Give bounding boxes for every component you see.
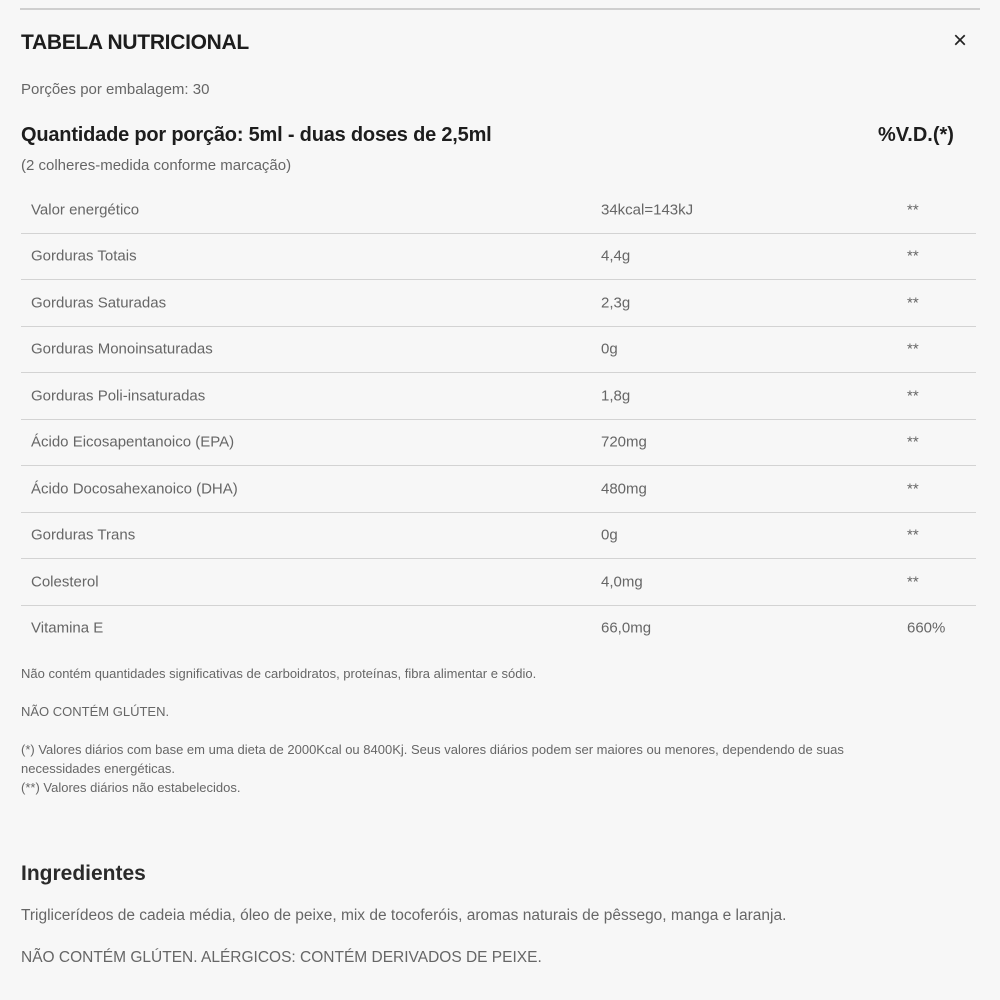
nutrient-vd: ** xyxy=(907,573,919,591)
nutrient-vd: ** xyxy=(907,480,919,498)
table-row xyxy=(21,373,976,420)
table-row xyxy=(21,327,976,374)
page-title: TABELA NUTRICIONAL xyxy=(21,31,249,54)
nutrient-vd: ** xyxy=(907,526,919,544)
table-row xyxy=(21,606,976,652)
allergen-warning: NÃO CONTÉM GLÚTEN. ALÉRGICOS: CONTÉM DERIVADOS DE PEIXE. xyxy=(21,949,542,966)
daily-values-note xyxy=(21,740,981,797)
table-row xyxy=(21,466,976,513)
nutrient-vd: 660% xyxy=(907,619,946,637)
not-significant-note: Não contém quantidades significativas de carboidratos, proteínas, fibra alimentar e sódio. xyxy=(21,666,537,681)
nutrient-vd: ** xyxy=(907,201,919,219)
table-row xyxy=(21,420,976,467)
nutrient-vd: ** xyxy=(907,433,919,451)
ingredients-text: Triglicerídeos de cadeia média, óleo de peixe, mix de tocoferóis, aromas naturais de pêssego, manga e laranja. xyxy=(21,907,787,924)
gluten-note: NÃO CONTÉM GLÚTEN. xyxy=(21,704,170,719)
nutrient-amount: 4,4g xyxy=(601,247,631,265)
portion-note: (2 colheres-medida conforme marcação) xyxy=(21,157,292,174)
daily-values-line-1: (*) Valores diários com base em uma dieta de 2000Kcal ou 8400Kj. Seus valores diários podem ser maiores ou menores, dependendo de suas xyxy=(21,742,844,757)
top-divider xyxy=(20,8,980,10)
table-row xyxy=(21,234,976,281)
nutrient-name: Gorduras Monoinsaturadas xyxy=(31,340,213,358)
nutrient-vd: ** xyxy=(907,340,919,358)
nutrient-name: Vitamina E xyxy=(31,619,104,637)
servings-per-package: Porções por embalagem: 30 xyxy=(21,81,210,98)
nutrient-amount: 66,0mg xyxy=(601,619,652,637)
not-established-note: (**) Valores diários não estabelecidos. xyxy=(21,780,241,795)
table-row xyxy=(21,513,976,560)
nutrient-name: Gorduras Trans xyxy=(31,526,136,544)
vd-header: %V.D.(*) xyxy=(878,124,954,146)
ingredients-title: Ingredientes xyxy=(21,862,146,885)
nutrient-name: Colesterol xyxy=(31,573,99,591)
nutrient-vd: ** xyxy=(907,294,919,312)
nutrient-vd: ** xyxy=(907,247,919,265)
nutrient-amount: 2,3g xyxy=(601,294,631,312)
nutrient-name: Gorduras Saturadas xyxy=(31,294,167,312)
nutrient-name: Gorduras Totais xyxy=(31,247,137,265)
nutrient-amount: 4,0mg xyxy=(601,573,643,591)
nutrient-vd: ** xyxy=(907,387,919,405)
nutrient-amount: 0g xyxy=(601,340,618,358)
table-row xyxy=(21,187,976,234)
daily-values-line-2: necessidades energéticas. xyxy=(21,761,175,776)
nutrient-amount: 480mg xyxy=(601,480,647,498)
table-row xyxy=(21,559,976,606)
nutrient-name: Valor energético xyxy=(31,201,140,219)
table-row xyxy=(21,280,976,327)
close-icon[interactable]: × xyxy=(952,27,967,54)
nutrient-amount: 34kcal=143kJ xyxy=(601,201,694,219)
nutrient-amount: 1,8g xyxy=(601,387,631,405)
portion-label: Quantidade por porção: 5ml - duas doses de 2,5ml xyxy=(21,124,492,146)
nutrient-name: Gorduras Poli-insaturadas xyxy=(31,387,206,405)
nutrient-amount: 720mg xyxy=(601,433,647,451)
nutrient-name: Ácido Docosahexanoico (DHA) xyxy=(31,480,238,498)
nutrition-table xyxy=(21,187,976,651)
nutrient-name: Ácido Eicosapentanoico (EPA) xyxy=(31,433,235,451)
nutrient-amount: 0g xyxy=(601,526,618,544)
